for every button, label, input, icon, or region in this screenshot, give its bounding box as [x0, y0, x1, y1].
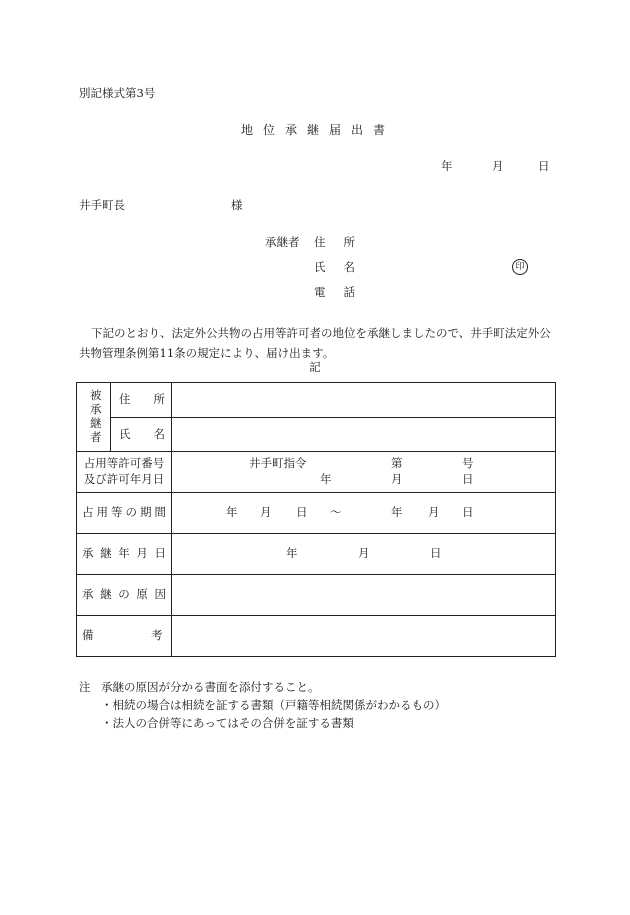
- predecessor-name-label: 氏 名: [119, 427, 165, 441]
- succession-day: 日: [430, 546, 442, 560]
- note-bullet: ・相続の場合は相続を証する書類（戸籍等相続関係がわかるもの）: [101, 698, 446, 712]
- date-year-label: 年: [441, 159, 453, 173]
- succession-month: 月: [358, 546, 370, 560]
- successor-address-label: 住所: [314, 235, 373, 249]
- permit-designation: 井手町指令: [249, 456, 307, 470]
- predecessor-char-4: 者: [90, 430, 102, 444]
- honorific: 様: [231, 198, 243, 212]
- successor-name-label: 氏名: [314, 260, 373, 274]
- period-start-month: 月: [260, 505, 272, 519]
- period-end-day: 日: [462, 505, 474, 519]
- predecessor-char-3: 継: [90, 416, 102, 430]
- date-month-label: 月: [492, 159, 504, 173]
- date-day-label: 日: [538, 159, 550, 173]
- remarks-label: 備 考: [82, 628, 163, 642]
- predecessor-char-1: 被: [90, 388, 102, 402]
- predecessor-char-2: 承: [90, 402, 102, 416]
- permit-go: 号: [462, 456, 474, 470]
- ki-heading: 記: [309, 360, 321, 374]
- period-start-year: 年: [226, 505, 238, 519]
- permit-day: 日: [462, 472, 474, 486]
- form-number: 別記様式第3号: [79, 86, 156, 100]
- permit-year: 年: [320, 472, 332, 486]
- permit-label-line2: 及び許可年月日: [83, 472, 165, 486]
- permit-dai: 第: [391, 456, 403, 470]
- succession-date-label: 承継年月日: [82, 546, 166, 560]
- document-title: 地位承継届出書: [240, 123, 395, 137]
- succession-table: [76, 382, 556, 657]
- permit-label-line1: 占用等許可番号: [83, 456, 165, 470]
- successor-label: 承継者: [265, 235, 300, 249]
- permit-month: 月: [391, 472, 403, 486]
- note-marker: 注: [79, 680, 91, 694]
- predecessor-address-label: 住 所: [119, 392, 165, 406]
- body-paragraph: 下記のとおり、法定外公共物の占用等許可者の地位を承継しましたので、井手町法定外公共物管理条例第11条の規定により、届け出ます。: [79, 326, 551, 360]
- period-end-year: 年: [391, 505, 403, 519]
- period-end-month: 月: [428, 505, 440, 519]
- seal-mark: 印: [512, 259, 528, 275]
- period-label: 占用等の期間: [82, 505, 166, 519]
- note-bullet: ・法人の合併等にあってはその合併を証する書類: [101, 716, 354, 730]
- period-tilde: 〜: [330, 505, 342, 519]
- succession-year: 年: [286, 546, 298, 560]
- table-lines: [76, 382, 556, 657]
- note-main: 承継の原因が分かる書面を添付すること。: [101, 680, 320, 694]
- period-start-day: 日: [296, 505, 308, 519]
- cause-label: 承継の原因: [82, 587, 166, 601]
- successor-phone-label: 電話: [314, 285, 373, 299]
- recipient: 井手町長: [79, 198, 125, 212]
